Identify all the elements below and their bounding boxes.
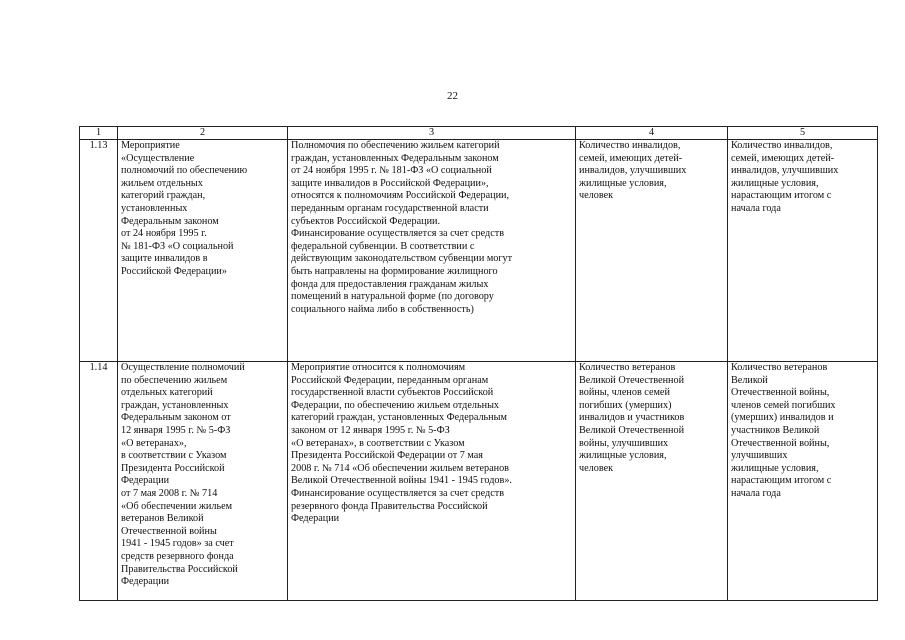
cell-text-line: Мероприятие относится к полномочиям: [291, 362, 466, 373]
cell-text-line: инвалидов, улучшивших: [579, 165, 687, 177]
cell-text-line: помещений в натуральной форме (по договору: [291, 291, 494, 303]
cell-text-line: Федеральным законом от: [121, 412, 231, 424]
cell-text-line: социального найма либо в собственность): [291, 303, 474, 315]
cell-text-line: начала года: [731, 202, 781, 214]
cell-text-line: Федеральным законом: [121, 215, 219, 227]
cell-text-line: действующим законодательством субвенции могут: [291, 253, 513, 265]
cell-text-line: Президента Российской: [121, 462, 225, 474]
cell-text-line: субъектов Российской Федерации.: [291, 215, 441, 227]
description-cell: [288, 140, 576, 362]
column-header-1: 1: [80, 127, 118, 140]
column-header-5: 5: [728, 127, 878, 140]
column-header-3: 3: [288, 127, 576, 140]
cell-text-line: войны, членов семей: [579, 387, 670, 399]
cell-text-line: нарастающим итогом с: [731, 190, 832, 202]
indicator-cumulative-cell: [728, 362, 878, 601]
cell-text-line: Великой Отечественной войны 1941 - 1945 годов».: [291, 475, 512, 487]
cell-text-line: 2008 г. № 714 «Об обеспечении жильем ветеранов: [291, 462, 509, 474]
cell-text-line: войны, улучшивших: [579, 437, 669, 449]
cell-text-line: резервного фонда Правительства Российской: [291, 500, 488, 512]
cell-text-line: Количество ветеранов: [731, 362, 828, 373]
table-row: [80, 140, 878, 362]
cell-text-line: Финансирование осуществляется за счет средств: [291, 487, 505, 499]
column-header-2: 2: [118, 127, 288, 140]
cell-text-line: Количество инвалидов,: [579, 140, 681, 151]
cell-text-line: Финансирование осуществляется за счет средств: [291, 228, 505, 240]
cell-text-line: Отечественной войны: [121, 525, 217, 537]
cell-text-line: защите инвалидов в: [121, 253, 208, 265]
cell-text-line: Российской Федерации»: [121, 265, 227, 277]
cell-text-line: Великой: [731, 374, 768, 386]
cell-text-line: граждан, установленных: [121, 399, 229, 411]
cell-text-line: человек: [579, 190, 614, 202]
cell-text-line: Мероприятие: [121, 140, 180, 151]
cell-text-line: фонда для предоставления гражданам жилых: [291, 278, 489, 290]
cell-text-line: 1941 - 1945 годов» за счет: [121, 538, 234, 550]
cell-text-line: отдельных категорий: [121, 387, 213, 399]
cell-text-line: Великой Отечественной: [579, 374, 685, 386]
cell-text-line: переданным органам государственной власти: [291, 202, 489, 214]
indicator-cell: [576, 140, 728, 362]
cell-text-line: Президента Российской Федерации от 7 мая: [291, 450, 483, 462]
cell-text-line: Осуществление полномочий: [121, 362, 245, 373]
document-table: [79, 126, 878, 601]
page-number: 22: [447, 90, 458, 102]
cell-text-line: (умерших) инвалидов и: [731, 412, 834, 424]
description-cell: [288, 362, 576, 601]
cell-text-line: законом от 12 января 1995 г. № 5-ФЗ: [291, 424, 450, 436]
cell-text-line: жилищные условия,: [731, 462, 819, 474]
cell-text-line: Отечественной войны,: [731, 387, 830, 399]
cell-text-line: категорий граждан,: [121, 190, 206, 202]
cell-text-line: Количество инвалидов,: [731, 140, 833, 151]
cell-text-line: в соответствии с Указом: [121, 450, 227, 462]
cell-text-line: Федерации: [121, 475, 170, 487]
cell-text-line: Количество ветеранов: [579, 362, 676, 373]
cell-text-line: от 7 мая 2008 г. № 714: [121, 487, 218, 499]
cell-text-line: граждан, установленных Федеральным законом: [291, 152, 499, 164]
cell-text-line: жилищные условия,: [579, 177, 667, 189]
cell-text-line: Российской Федерации, переданным органам: [291, 374, 489, 386]
cell-text-line: «О ветеранах», в соответствии с Указом: [291, 437, 465, 449]
table-header-row: [80, 127, 878, 140]
cell-text-line: 12 января 1995 г. № 5-ФЗ: [121, 424, 231, 436]
cell-text-line: категорий граждан, установленных Федеральным: [291, 412, 507, 424]
cell-text-line: участников Великой: [731, 424, 820, 436]
indicator-cell: [576, 362, 728, 601]
cell-text-line: «О ветеранах»,: [121, 437, 187, 449]
cell-text-line: от 24 ноября 1995 г.: [121, 228, 207, 240]
cell-text-line: Полномочия по обеспечению жильем категорий: [291, 140, 500, 151]
cell-text-line: Отечественной войны,: [731, 437, 830, 449]
cell-text-line: человек: [579, 462, 614, 474]
table-row: [80, 362, 878, 601]
cell-text-line: от 24 ноября 1995 г. № 181-ФЗ «О социальной: [291, 165, 492, 177]
cell-text-line: улучшивших: [731, 450, 788, 462]
cell-text-line: семей, имеющих детей-: [579, 152, 683, 164]
cell-text-line: семей, имеющих детей-: [731, 152, 835, 164]
cell-text-line: погибших (умерших): [579, 399, 672, 411]
cell-text-line: быть направлены на формирование жилищного: [291, 265, 498, 277]
cell-text-line: средств резервного фонда: [121, 550, 234, 562]
cell-text-line: жилищные условия,: [579, 450, 667, 462]
row-number: 1.14: [80, 362, 118, 601]
column-header-4: 4: [576, 127, 728, 140]
cell-text-line: ветеранов Великой: [121, 513, 204, 525]
measure-cell: [118, 362, 288, 601]
cell-text-line: инвалидов, улучшивших: [731, 165, 839, 177]
cell-text-line: «Об обеспечении жильем: [121, 500, 233, 512]
measure-cell: [118, 140, 288, 362]
cell-text-line: членов семей погибших: [731, 399, 836, 411]
cell-text-line: жильем отдельных: [121, 177, 203, 189]
row-number: 1.13: [80, 140, 118, 362]
cell-text-line: относятся к полномочиям Российской Федерации,: [291, 190, 510, 202]
cell-text-line: жилищные условия,: [731, 177, 819, 189]
cell-text-line: начала года: [731, 487, 781, 499]
cell-text-line: установленных: [121, 202, 188, 214]
cell-text-line: Федерации: [291, 513, 340, 525]
cell-text-line: по обеспечению жильем: [121, 374, 228, 386]
cell-text-line: Федерации: [121, 576, 170, 588]
cell-text-line: защите инвалидов в Российской Федерации»,: [291, 177, 489, 189]
cell-text-line: государственной власти субъектов Российской: [291, 387, 494, 399]
cell-text-line: федеральной субвенции. В соответствии с: [291, 240, 475, 252]
cell-text-line: нарастающим итогом с: [731, 475, 832, 487]
cell-text-line: инвалидов и участников: [579, 412, 685, 424]
cell-text-line: Федерации, по обеспечению жильем отдельных: [291, 399, 500, 411]
cell-text-line: «Осуществление: [121, 152, 195, 164]
cell-text-line: Великой Отечественной: [579, 424, 685, 436]
cell-text-line: Правительства Российской: [121, 563, 238, 575]
indicator-cumulative-cell: [728, 140, 878, 362]
cell-text-line: полномочий по обеспечению: [121, 165, 248, 177]
cell-text-line: № 181-ФЗ «О социальной: [121, 240, 234, 252]
